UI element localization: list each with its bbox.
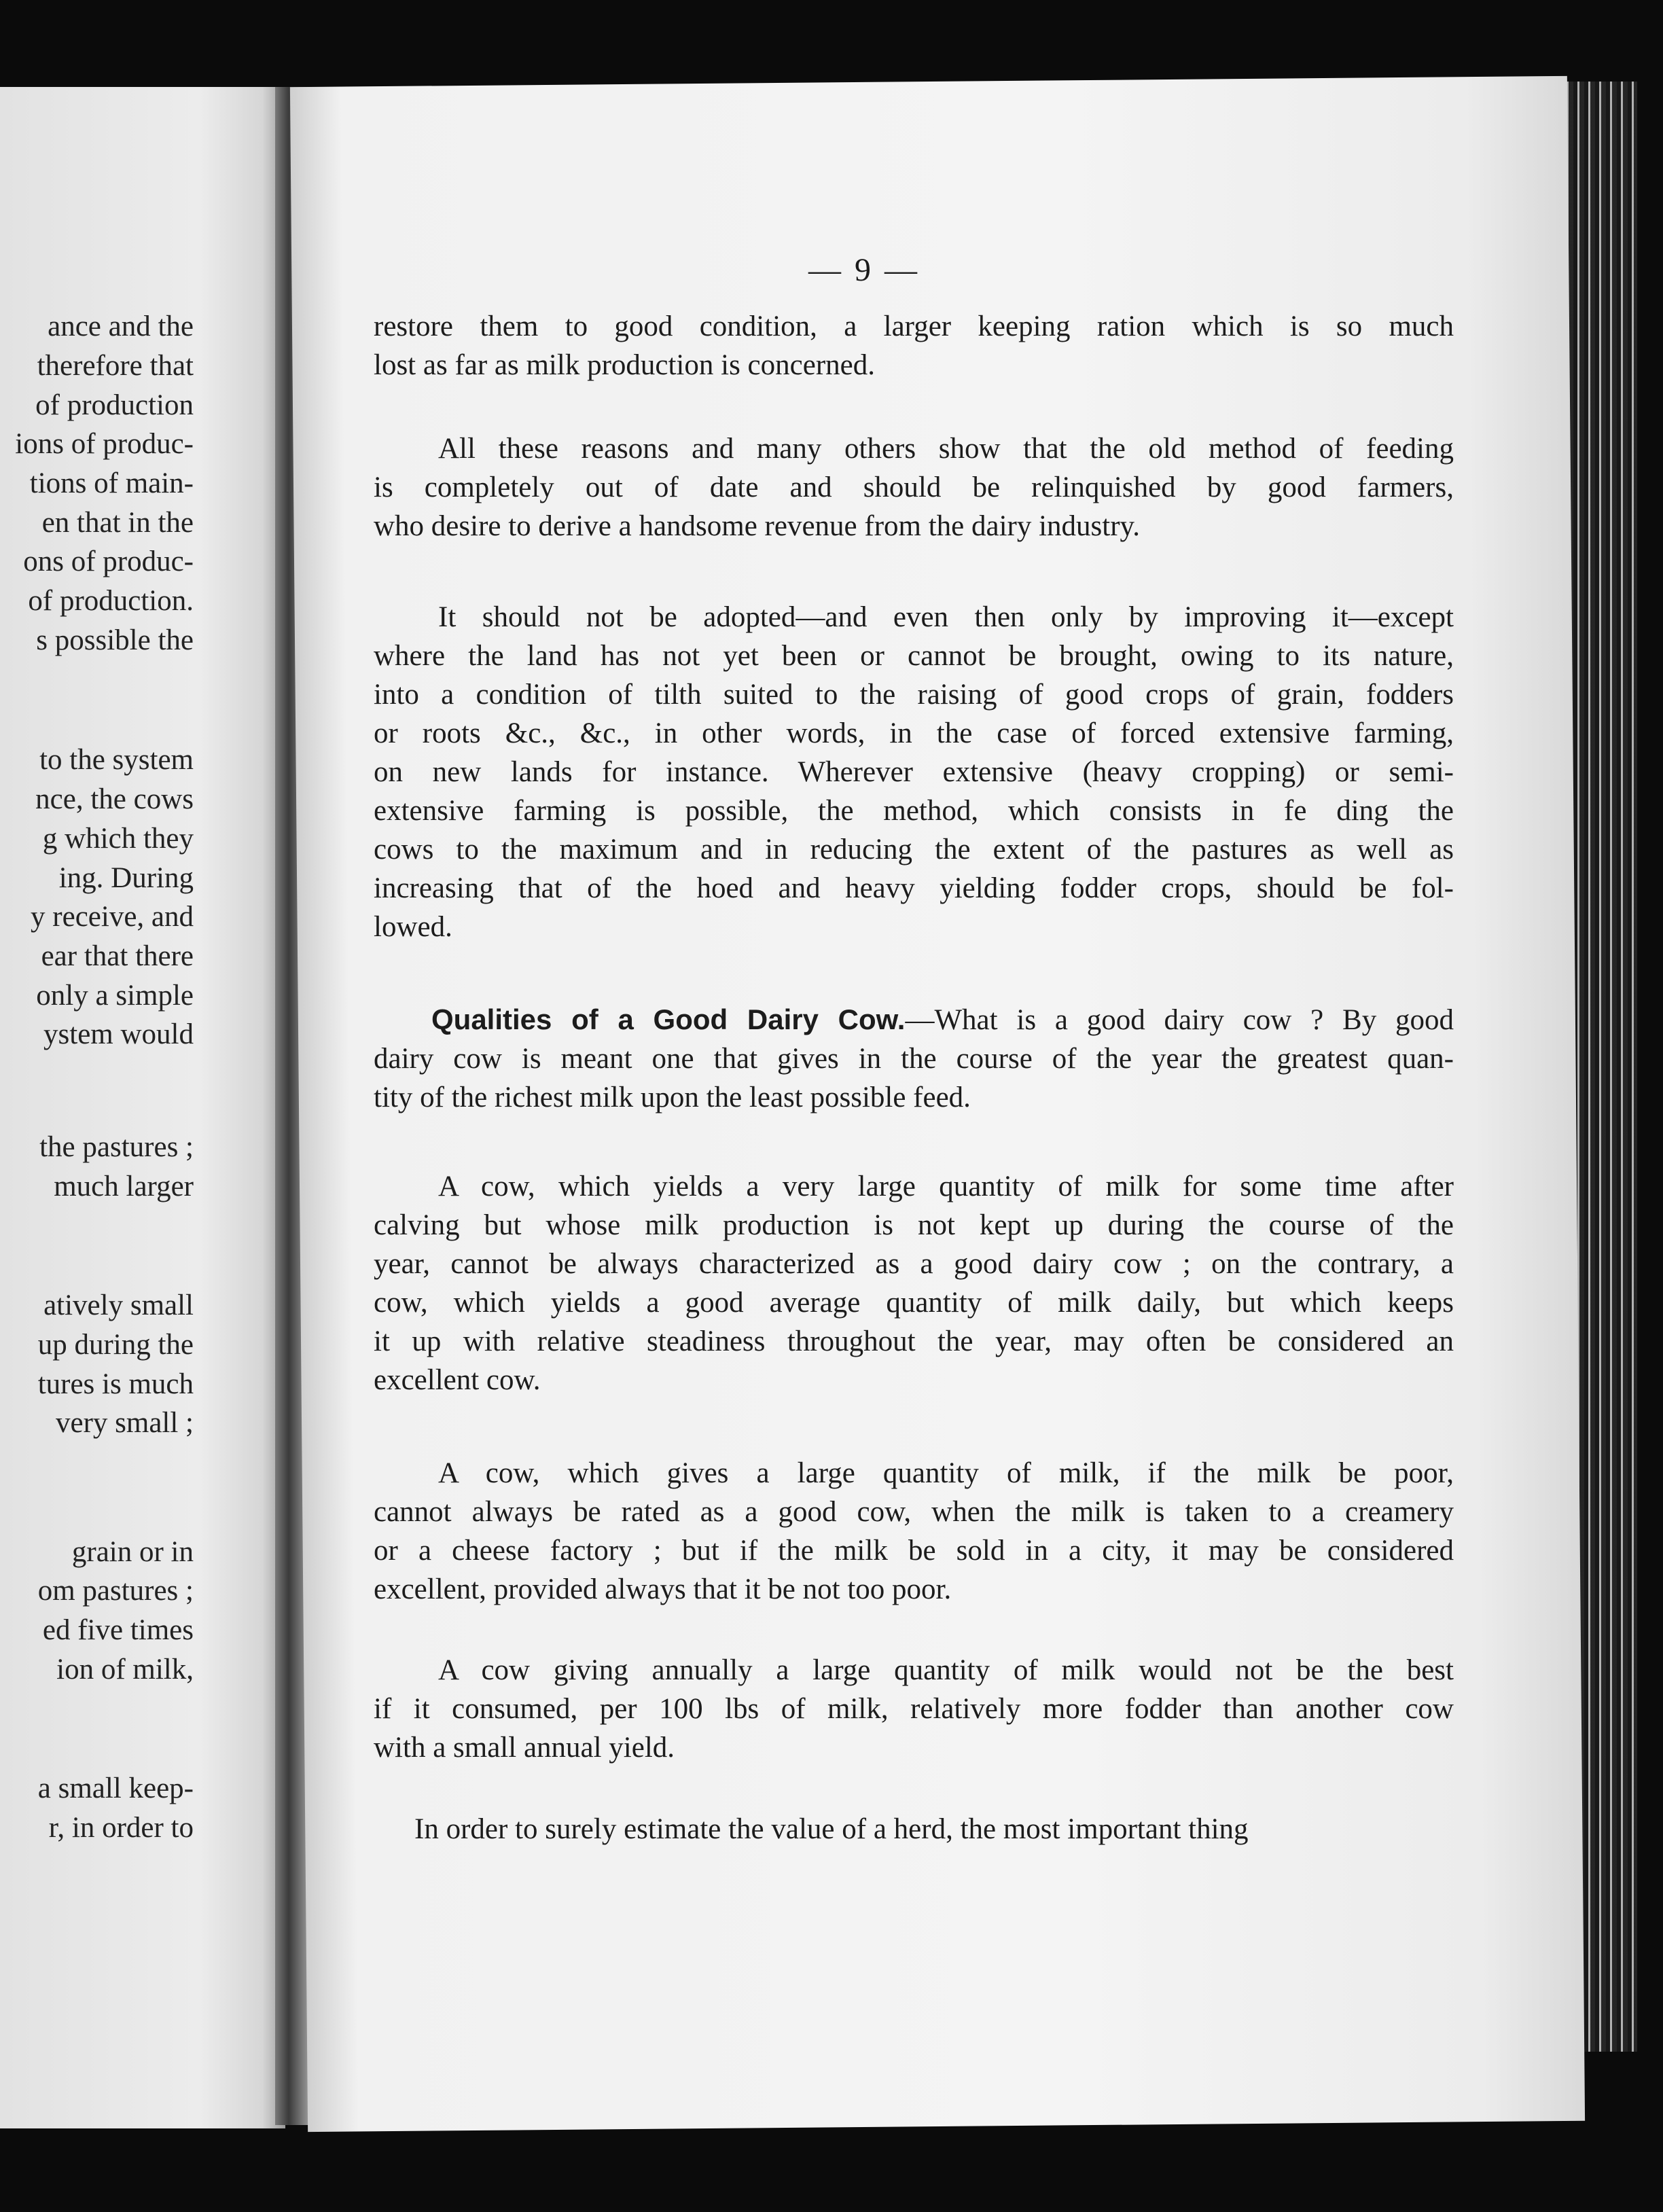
text-line: All these reasons and many others show that the old method of feeding [438, 433, 1454, 465]
left-page-text-line: of production [35, 389, 194, 421]
paragraph-6 [374, 1454, 1454, 1609]
text-line: cows to the maximum and in reducing the extent of the pastures as well as [374, 834, 1454, 866]
paragraph-4 [374, 1000, 1454, 1117]
text-line: lost as far as milk production is concerned. [374, 349, 875, 381]
text-line: where the land has not yet been or cannot be brought, owing to its nature, [374, 640, 1454, 672]
left-page-text-line: only a simple [36, 980, 194, 1012]
text-line: dairy cow is meant one that gives in the course of the year the greatest quan- [374, 1043, 1454, 1075]
text-line: year, cannot be always characterized as a good dairy cow ; on the contrary, a [374, 1248, 1454, 1280]
paragraph-8 [374, 1810, 1454, 1849]
left-page-text-line: ing. During [58, 862, 194, 894]
paragraph-5 [374, 1167, 1454, 1399]
left-page-text-line: ystem would [43, 1018, 194, 1050]
text-line: A cow, which gives a large quantity of milk, if the milk be poor, [438, 1457, 1454, 1489]
section-heading: Qualities of a Good Dairy Cow. [431, 1003, 906, 1035]
text-line: A cow, which yields a very large quantity of milk for some time after [438, 1171, 1454, 1202]
text-line: —What is a good dairy cow ? By good [905, 1004, 1454, 1036]
text-line: excellent, provided always that it be not too poor. [374, 1573, 952, 1605]
left-page-text-line: ions of produc- [15, 428, 194, 460]
left-page-text-line: the pastures ; [39, 1131, 194, 1163]
text-line: In order to surely estimate the value of a herd, the most important thing [414, 1813, 1249, 1845]
left-page-text-line: much larger [54, 1171, 194, 1202]
left-page-text-line: s possible the [36, 624, 194, 656]
paragraph-3 [374, 598, 1454, 946]
left-page-text-line: up during the [37, 1329, 194, 1361]
text-line: into a condition of tilth suited to the raising of good crops of grain, fodders [374, 679, 1454, 711]
left-page-text-line: r, in order to [48, 1812, 194, 1844]
text-line: is completely out of date and should be relinquished by good farmers, [374, 471, 1454, 503]
page-number: — 9 — [808, 252, 920, 288]
left-page-text-line: to the system [39, 744, 194, 776]
text-line: restore them to good condition, a larger keeping ration which is so much [374, 310, 1454, 342]
left-page-text-line: ons of produc- [23, 546, 194, 577]
text-line: It should not be adopted—and even then only by improving it—except [438, 601, 1454, 633]
left-page-text-line: y receive, and [31, 901, 194, 933]
left-page-text-line: atively small [43, 1289, 194, 1321]
text-line: on new lands for instance. Wherever extensive (heavy cropping) or semi- [374, 756, 1454, 788]
paragraph-7 [374, 1651, 1454, 1767]
text-line: A cow giving annually a large quantity of milk would not be the best [438, 1654, 1454, 1686]
text-line: lowed. [374, 911, 452, 943]
left-page [0, 87, 285, 2128]
text-line: increasing that of the hoed and heavy yielding fodder crops, should be fol- [374, 872, 1454, 904]
text-line: calving but whose milk production is not kept up during the course of the [374, 1209, 1454, 1241]
left-page-text-line: en that in the [41, 507, 194, 539]
text-line: who desire to derive a handsome revenue from the dairy industry. [374, 510, 1140, 542]
text-line: cow, which yields a good average quantity of milk daily, but which keeps [374, 1287, 1454, 1319]
paragraph-2 [374, 429, 1454, 546]
left-page-text-line: therefore that [37, 350, 194, 382]
left-page-text-line: ear that there [41, 940, 194, 972]
left-page-text-line: very small ; [55, 1407, 194, 1439]
paragraph-1 [374, 307, 1454, 385]
text-line: it up with relative steadiness throughout the year, may often be considered an [374, 1325, 1454, 1357]
text-line: cannot always be rated as a good cow, when the milk is taken to a creamery [374, 1496, 1454, 1528]
left-page-text-line: tures is much [37, 1368, 194, 1400]
left-page-text-line: tions of main- [29, 467, 194, 499]
left-page-text-line: grain or in [71, 1536, 194, 1568]
left-page-text-line: ance and the [48, 310, 194, 342]
text-line: or roots &c., &c., in other words, in the case of forced extensive farming, [374, 717, 1454, 749]
text-line: excellent cow. [374, 1364, 541, 1396]
left-page-text-line: of production. [28, 585, 194, 617]
left-page-text-line: nce, the cows [35, 783, 194, 815]
left-page-text-line: ed five times [42, 1614, 194, 1646]
left-page-text-line: ion of milk, [56, 1654, 194, 1685]
text-line: or a cheese factory ; but if the milk be sold in a city, it may be considered [374, 1535, 1454, 1567]
left-page-text-line: om pastures ; [37, 1575, 194, 1607]
text-line: tity of the richest milk upon the least possible feed. [374, 1082, 971, 1113]
left-page-text-line: a small keep- [37, 1772, 194, 1804]
left-page-text-line: g which they [42, 823, 194, 855]
text-line: if it consumed, per 100 lbs of milk, relatively more fodder than another cow [374, 1693, 1454, 1725]
text-line: extensive farming is possible, the method, which consists in fe ding the [374, 795, 1454, 827]
text-line: with a small annual yield. [374, 1732, 675, 1764]
